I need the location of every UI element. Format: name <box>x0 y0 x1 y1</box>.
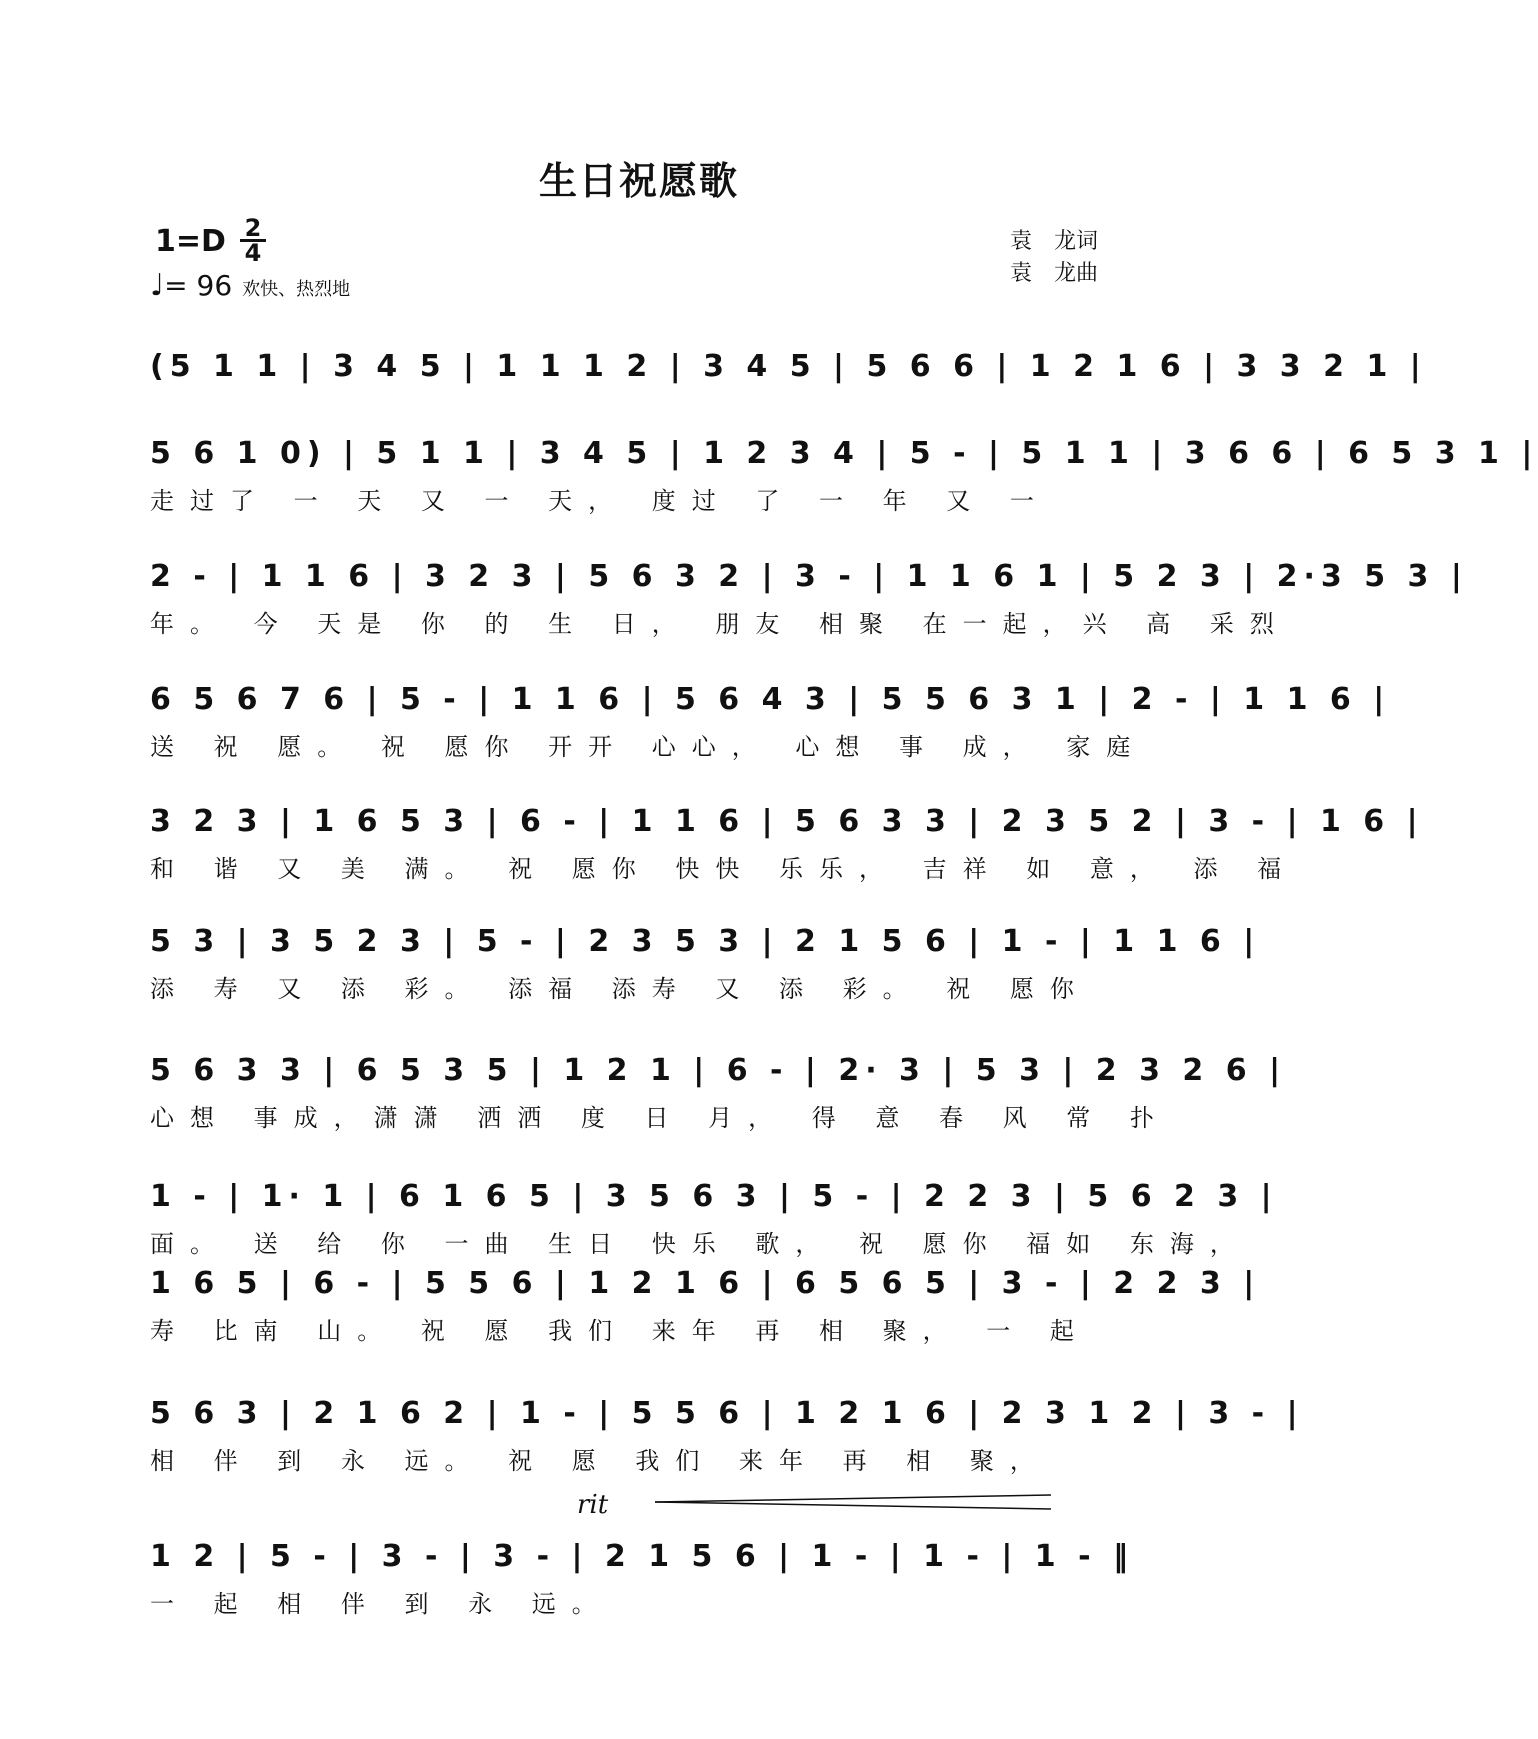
composer-credit: 袁 龙曲 <box>1010 261 1099 286</box>
notes-line: 5 3 | 3 5 2 3 | 5 - | 2 3 5 3 | 2 1 5 6 | 1 - | 1 1 6 | <box>150 924 1261 959</box>
notes-line: (5 1 1 | 3 4 5 | 1 1 1 2 | 3 4 5 | 5 6 6 | 1 2 1 6 | 3 3 2 1 | <box>150 349 1427 384</box>
notes-line: 5 6 3 | 2 1 6 2 | 1 - | 5 5 6 | 1 2 1 6 | 2 3 1 2 | 3 - | <box>150 1396 1304 1431</box>
notes-line: 1 2 | 5 - | 3 - | 3 - | 2 1 5 6 | 1 - | 1 - | 1 - ‖ <box>150 1539 1135 1574</box>
score-row-9 <box>150 1262 1261 1348</box>
lyrics-line: 寿 比南 山。 祝 愿 我们 来年 再 相 聚， 一 起 <box>150 1317 1090 1345</box>
lyrics-line <box>150 397 1130 431</box>
tempo-marking <box>150 268 350 303</box>
key-signature: 1=D <box>155 224 226 259</box>
credits <box>1010 226 1140 290</box>
lyrics-line: 心想 事成，潇潇 洒洒 度 日 月， 得 意 春 风 常 扑 <box>150 1104 1170 1132</box>
score-row-3 <box>150 555 1468 641</box>
lyrics-line: 添 寿 又 添 彩。 添福 添寿 又 添 彩。 祝 愿你 <box>150 975 1090 1003</box>
song-title: 生日祝愿歌 <box>538 158 739 203</box>
lyrics-line: 走过了 一 天 又 一 天， 度过 了 一 年 又 一 <box>150 487 1050 515</box>
time-signature-bottom: 4 <box>244 239 262 267</box>
time-signature-top: 2 <box>244 214 262 242</box>
score-row-2 <box>150 432 1538 518</box>
notes-line: 6 5 6 7 6 | 5 - | 1 1 6 | 5 6 4 3 | 5 5 6 3 1 | 2 - | 1 1 6 | <box>150 682 1391 717</box>
score-row-11 <box>150 1535 1135 1621</box>
score-row-7 <box>150 1049 1287 1135</box>
notes-line: 3 2 3 | 1 6 5 3 | 6 - | 1 1 6 | 5 6 3 3 | 2 3 5 2 | 3 - | 1 6 | <box>150 804 1424 839</box>
notes-line: 2 - | 1 1 6 | 3 2 3 | 5 6 3 2 | 3 - | 1 1 6 1 | 5 2 3 | 2·3 5 3 | <box>150 559 1468 594</box>
score-row-1 <box>150 345 1427 431</box>
tempo-value: = 96 <box>164 269 233 302</box>
expression-text: 欢快、热烈地 <box>242 279 351 300</box>
score-row-4 <box>150 678 1391 764</box>
notes-line: 1 6 5 | 6 - | 5 5 6 | 1 2 1 6 | 6 5 6 5 | 3 - | 2 2 3 | <box>150 1266 1261 1301</box>
decrescendo-wedge <box>655 1493 1055 1511</box>
lyrics-line: 和 谐 又 美 满。 祝 愿你 快快 乐乐， 吉祥 如 意， 添 福 <box>150 855 1298 883</box>
notes-line: 5 6 3 3 | 6 5 3 5 | 1 2 1 | 6 - | 2· 3 | 5 3 | 2 3 2 6 | <box>150 1053 1287 1088</box>
score-row-5 <box>150 800 1424 886</box>
score-row-8 <box>150 1175 1278 1261</box>
lyrics-line: 相 伴 到 永 远。 祝 愿 我们 来年 再 相 聚， <box>150 1447 1050 1475</box>
score-row-10 <box>150 1392 1304 1478</box>
lyrics-line: 面。 送 给 你 一曲 生日 快乐 歌， 祝 愿你 福如 东海， <box>150 1230 1250 1258</box>
notes-line: 5 6 1 0) | 5 1 1 | 3 4 5 | 1 2 3 4 | 5 - | 5 1 1 | 3 6 6 | 6 5 3 1 | <box>150 436 1538 471</box>
lyrics-line: 送 祝 愿。 祝 愿你 开开 心心， 心想 事 成， 家庭 <box>150 733 1147 761</box>
lyrics-line: 一 起 相 伴 到 永 远。 <box>150 1590 612 1618</box>
lyricist-credit: 袁 龙词 <box>1010 229 1099 254</box>
time-signature <box>240 214 266 267</box>
score-row-6 <box>150 920 1261 1006</box>
lyrics-line: 年。 今 天是 你 的 生 日， 朋友 相聚 在一起，兴 高 采烈 <box>150 610 1290 638</box>
notes-line: 1 - | 1· 1 | 6 1 6 5 | 3 5 6 3 | 5 - | 2 2 3 | 5 6 2 3 | <box>150 1179 1278 1214</box>
quarter-note-icon: ♩ <box>150 268 165 303</box>
rit-marking: rit <box>577 1490 609 1520</box>
